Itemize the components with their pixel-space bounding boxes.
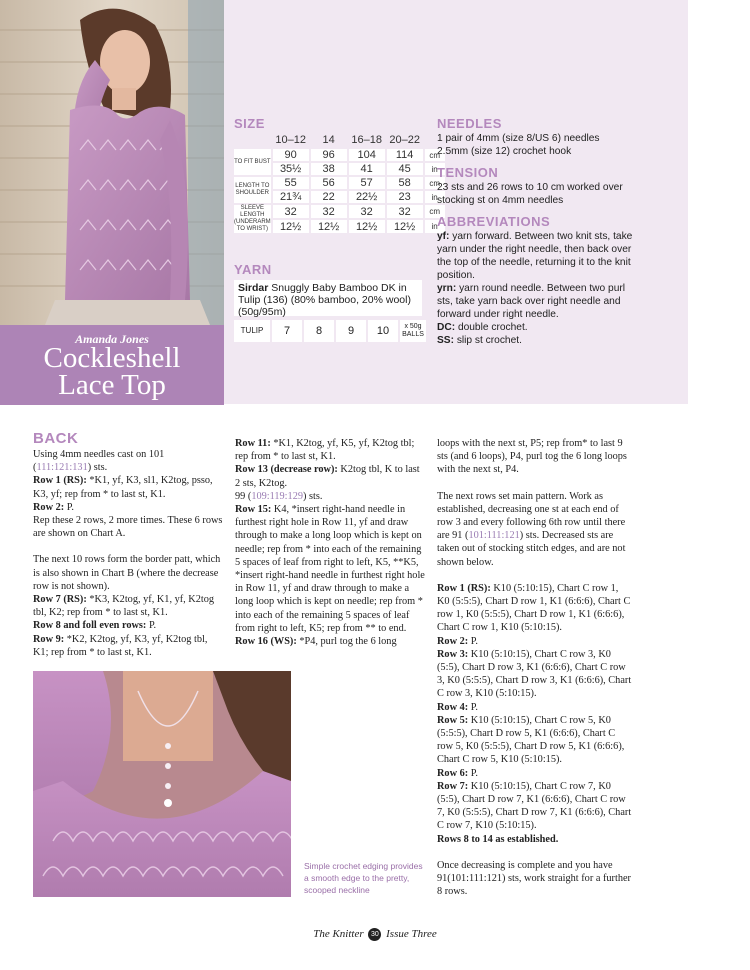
row-label: Row 3: xyxy=(437,648,469,660)
pattern-title-line1: Cockleshell xyxy=(43,342,181,374)
size-cell: 12½ xyxy=(273,220,309,233)
row-label: Rows 8 to 14 as established. xyxy=(437,833,559,845)
needles-line: 2.5mm (size 12) crochet hook xyxy=(437,146,572,157)
size-cell: 35½ xyxy=(273,163,309,175)
size-heading: SIZE xyxy=(234,116,265,131)
needles-heading: NEEDLES xyxy=(437,116,502,131)
text: ) sts. Decreased sts are taken out of stocking stitch edges, and are not shown below. xyxy=(437,530,626,568)
size-cell: 114 xyxy=(387,149,423,161)
row-text: *P4, purl tog the 6 long xyxy=(296,636,397,648)
yarn-description xyxy=(234,280,422,316)
page-footer xyxy=(0,928,750,941)
size-cell: 12½ xyxy=(387,220,423,233)
size-cell: 21¾ xyxy=(273,191,309,203)
text: ) sts. xyxy=(87,462,108,474)
size-cell: 41 xyxy=(349,163,385,175)
abbr-term: yrn: xyxy=(437,283,457,294)
size-cell: 32 xyxy=(349,205,385,218)
row-text: K4, *insert right-hand needle in furthest right hole in Row 11, yf and draw through to make a long loop which is kept on needle; rep from * into each of the remaining 5 spaces of leaf from right to left, K5, **K5, *insert right-hand needle in furthest right hole in Row 11, yf and draw through to make a long loop which is kept on needle; rep from * into each of the remaining 5 spaces of leaf from right to left, K5; rep from ** to end. xyxy=(235,504,425,634)
row-text: K10 (5:10:15), Chart C row 3, K0 (5:5), Chart D row 3, K1 (6:6:6), Chart C row 3, K0 (5:5:5), Chart D row 3, K1 (6:6:6), Chart C row 3, K10 (5:10:15). xyxy=(437,648,632,700)
abbr-text: slip st crochet. xyxy=(453,335,522,346)
size-row xyxy=(234,177,445,189)
instruction xyxy=(437,635,633,648)
magazine-name: The Knitter xyxy=(313,928,364,940)
tension-line: 23 sts and 26 rows to 10 cm worked over xyxy=(437,182,623,193)
yarn-brand: Sirdar xyxy=(238,282,269,294)
row-label: Row 4: xyxy=(437,701,469,713)
row-text: K2tog tbl, K to last 2 sts, K2tog. xyxy=(235,464,420,489)
row-label: SLEEVE LENGTH (UNDERARM TO WRIST) xyxy=(234,205,271,232)
size-cell: 104 xyxy=(349,149,385,161)
size-cell: 22½ xyxy=(349,191,385,203)
text: ) sts. xyxy=(303,490,323,502)
instruction xyxy=(235,437,425,463)
size-cell: 32 xyxy=(273,205,309,218)
size-row xyxy=(234,149,445,161)
abbr-term: SS: xyxy=(437,335,454,346)
ball-unit: x 50g BALLS xyxy=(400,320,426,342)
ball-count: 9 xyxy=(336,320,366,342)
size-cell: 45 xyxy=(387,163,423,175)
row-label: Row 7: xyxy=(437,780,469,792)
issue-label: Issue Three xyxy=(386,928,437,940)
needles-line: 1 pair of 4mm (size 8/US 6) needles xyxy=(437,133,600,144)
instruction xyxy=(33,593,223,619)
instruction xyxy=(33,633,223,659)
row-text: *K1, K2tog, yf, K5, yf, K2tog tbl; rep from * to last st, K1. xyxy=(235,438,415,463)
row-text: K10 (5:10:15), Chart C row 7, K0 (5:5), Chart D row 7, K1 (6:6:6), Chart C row 7, K0 (5:5:5), Chart D row 7, K1 (6:6:6), Chart C row 7, K10 (5:10:15). xyxy=(437,780,632,832)
row-label: Row 11: xyxy=(235,438,271,449)
instruction xyxy=(235,503,425,635)
instruction xyxy=(437,648,633,701)
right-column xyxy=(437,437,633,899)
row-label: Row 16 (WS): xyxy=(235,636,297,648)
unit-cell: cm xyxy=(425,149,445,161)
instruction: loops with the next st, P5; rep from* to last 9 sts (and 6 loops), P4, purl tog the 6 long loops with the next st, P4. xyxy=(437,438,627,476)
instruction xyxy=(437,490,633,569)
back-column xyxy=(33,430,223,659)
back-intro xyxy=(33,448,223,474)
instruction xyxy=(437,780,633,833)
text: 99 ( xyxy=(235,490,252,502)
abbreviations-heading: ABBREVIATIONS xyxy=(437,214,551,229)
instruction xyxy=(437,701,633,714)
size-cell: 96 xyxy=(311,149,347,161)
row-label: LENGTH TO SHOULDER xyxy=(234,177,271,203)
text-highlight: 101:111:121 xyxy=(468,530,520,542)
row-label: Row 8 and foll even rows: xyxy=(33,620,147,632)
abbr-item xyxy=(437,282,633,321)
row-text: *K1, yf, K3, sl1, K2tog, psso, K3, yf; rep from * to last st, K1. xyxy=(33,475,213,500)
ball-count: 8 xyxy=(304,320,334,342)
abbr-item xyxy=(437,230,633,282)
yarn-colour: TULIP xyxy=(234,320,270,342)
designer-name: Amanda Jones xyxy=(75,332,149,346)
row-text: P. xyxy=(64,501,74,513)
size-table xyxy=(232,131,447,235)
ball-count: 10 xyxy=(368,320,398,342)
abbr-item xyxy=(437,334,633,347)
row-label: Row 1 (RS): xyxy=(33,475,87,487)
tension-line: stocking st on 4mm needles xyxy=(437,195,564,206)
size-cell: 23 xyxy=(387,191,423,203)
row-text: *K3, K2tog, yf, K1, yf, K2tog tbl, K2; rep from * to last st, K1. xyxy=(33,594,215,619)
row-text: P. xyxy=(468,635,478,647)
tension-heading: TENSION xyxy=(437,165,499,180)
unit-cell: cm xyxy=(425,177,445,189)
size-cell: 12½ xyxy=(311,220,347,233)
row-text: *K2, K2tog, yf, K3, yf, K2tog tbl, K1; rep from * to last st, K1. xyxy=(33,633,208,658)
size-row xyxy=(234,205,445,218)
instruction: Rep these 2 rows, 2 more times. These 6 rows are shown on Chart A. xyxy=(33,515,223,540)
row-label: Row 15: xyxy=(235,504,272,516)
row-text: P. xyxy=(468,701,478,713)
yarn-balls-row xyxy=(234,320,426,342)
pattern-title-line2: Lace Top xyxy=(58,369,166,401)
size-cell: 32 xyxy=(311,205,347,218)
instruction xyxy=(437,714,633,767)
abbr-text: yarn forward. Between two knit sts, take yarn under the right needle, then back over the top of the needle, returning it to the knit position. xyxy=(437,231,633,281)
size-cell: 55 xyxy=(273,177,309,189)
row-label: Row 13 (decrease row): xyxy=(235,464,338,476)
size-cell: 12½ xyxy=(349,220,385,233)
size-cell: 22 xyxy=(311,191,347,203)
row-label: Row 6: xyxy=(437,767,469,779)
abbr-item xyxy=(437,321,633,334)
row-text: K10 (5:10:15), Chart C row 1, K0 (5:5:5), Chart D row 1, K1 (6:6:6), Chart C row 1, K0 (5:5:5), Chart D row 1, K1 (6:6:6), Chart C row 1, K10 (5:10:15). xyxy=(437,582,631,634)
abbr-text: double crochet. xyxy=(455,322,528,333)
text-highlight: 111:121:131 xyxy=(36,462,88,474)
instruction xyxy=(235,490,425,503)
instruction xyxy=(33,501,223,514)
size-cell: 38 xyxy=(311,163,347,175)
size-cell: 57 xyxy=(349,177,385,189)
abbr-text: yarn round needle. Between two purl sts, take yarn back over right needle and forward under right needle. xyxy=(437,283,626,320)
row-label: Row 7 (RS): xyxy=(33,594,87,606)
instruction xyxy=(33,474,223,500)
instruction xyxy=(437,582,633,635)
row-label: Row 1 (RS): xyxy=(437,582,491,594)
row-label: Row 9: xyxy=(33,633,65,645)
size-cell: 90 xyxy=(273,149,309,161)
size-cell: 56 xyxy=(311,177,347,189)
instruction xyxy=(33,619,223,632)
row-label: Row 2: xyxy=(33,501,65,513)
right-info xyxy=(437,116,633,347)
size-header: 16–18 xyxy=(351,134,382,146)
size-header: 14 xyxy=(322,134,335,146)
unit-cell: cm xyxy=(425,205,445,218)
instruction: Once decreasing is complete and you have 91(101:111:121) sts, work straight for a further 8 rows. xyxy=(437,859,631,898)
text: The next rows set main pattern. Work as established, decreasing one st at each end of row 3 and every following 6th row until there are 91 ( xyxy=(437,490,626,542)
text-highlight: 109:119:129 xyxy=(251,490,303,502)
size-header: 20–22 xyxy=(389,134,420,146)
unit-cell: in xyxy=(425,220,445,233)
row-label: Row 5: xyxy=(437,714,469,726)
unit-cell: in xyxy=(425,163,445,175)
yarn-desc: Snuggly Baby Bamboo DK in Tulip (136) (80% bamboo, 20% wool) (50g/95m) xyxy=(238,282,411,318)
yarn-heading: YARN xyxy=(234,262,272,277)
instruction xyxy=(437,833,633,846)
row-text: P. xyxy=(468,767,478,779)
row-text: K10 (5:10:15), Chart C row 5, K0 (5:5:5), Chart D row 5, K1 (6:6:6), Chart C row 5, K0 (5:5:5), Chart D row 5, K1 (6:6:6), Chart C row 5, K10 (5:10:15). xyxy=(437,714,625,766)
unit-cell: in xyxy=(425,191,445,203)
size-header: 10–12 xyxy=(275,134,306,146)
back-heading: BACK xyxy=(33,430,79,447)
abbr-term: DC: xyxy=(437,322,456,333)
instruction xyxy=(437,767,633,780)
middle-column xyxy=(235,437,425,648)
instruction xyxy=(235,463,425,489)
photo-caption: Simple crochet edging provides a smooth edge to the pretty, scooped neckline xyxy=(304,861,423,895)
page-number: 30 xyxy=(368,928,381,941)
row-label: TO FIT BUST xyxy=(234,149,271,175)
text: Using 4mm needles cast on 101 ( xyxy=(33,449,165,474)
detail-photo xyxy=(33,671,291,897)
size-cell: 32 xyxy=(387,205,423,218)
instruction xyxy=(235,635,425,648)
instruction: The next 10 rows form the border patt, which is also shown in Chart B (where the decrease row is not shown). xyxy=(33,554,221,592)
row-label: Row 2: xyxy=(437,635,469,647)
row-text: P. xyxy=(146,620,157,632)
size-cell: 58 xyxy=(387,177,423,189)
margin-strip xyxy=(688,0,750,404)
ball-count: 7 xyxy=(272,320,302,342)
abbr-term: yf: xyxy=(437,231,450,242)
